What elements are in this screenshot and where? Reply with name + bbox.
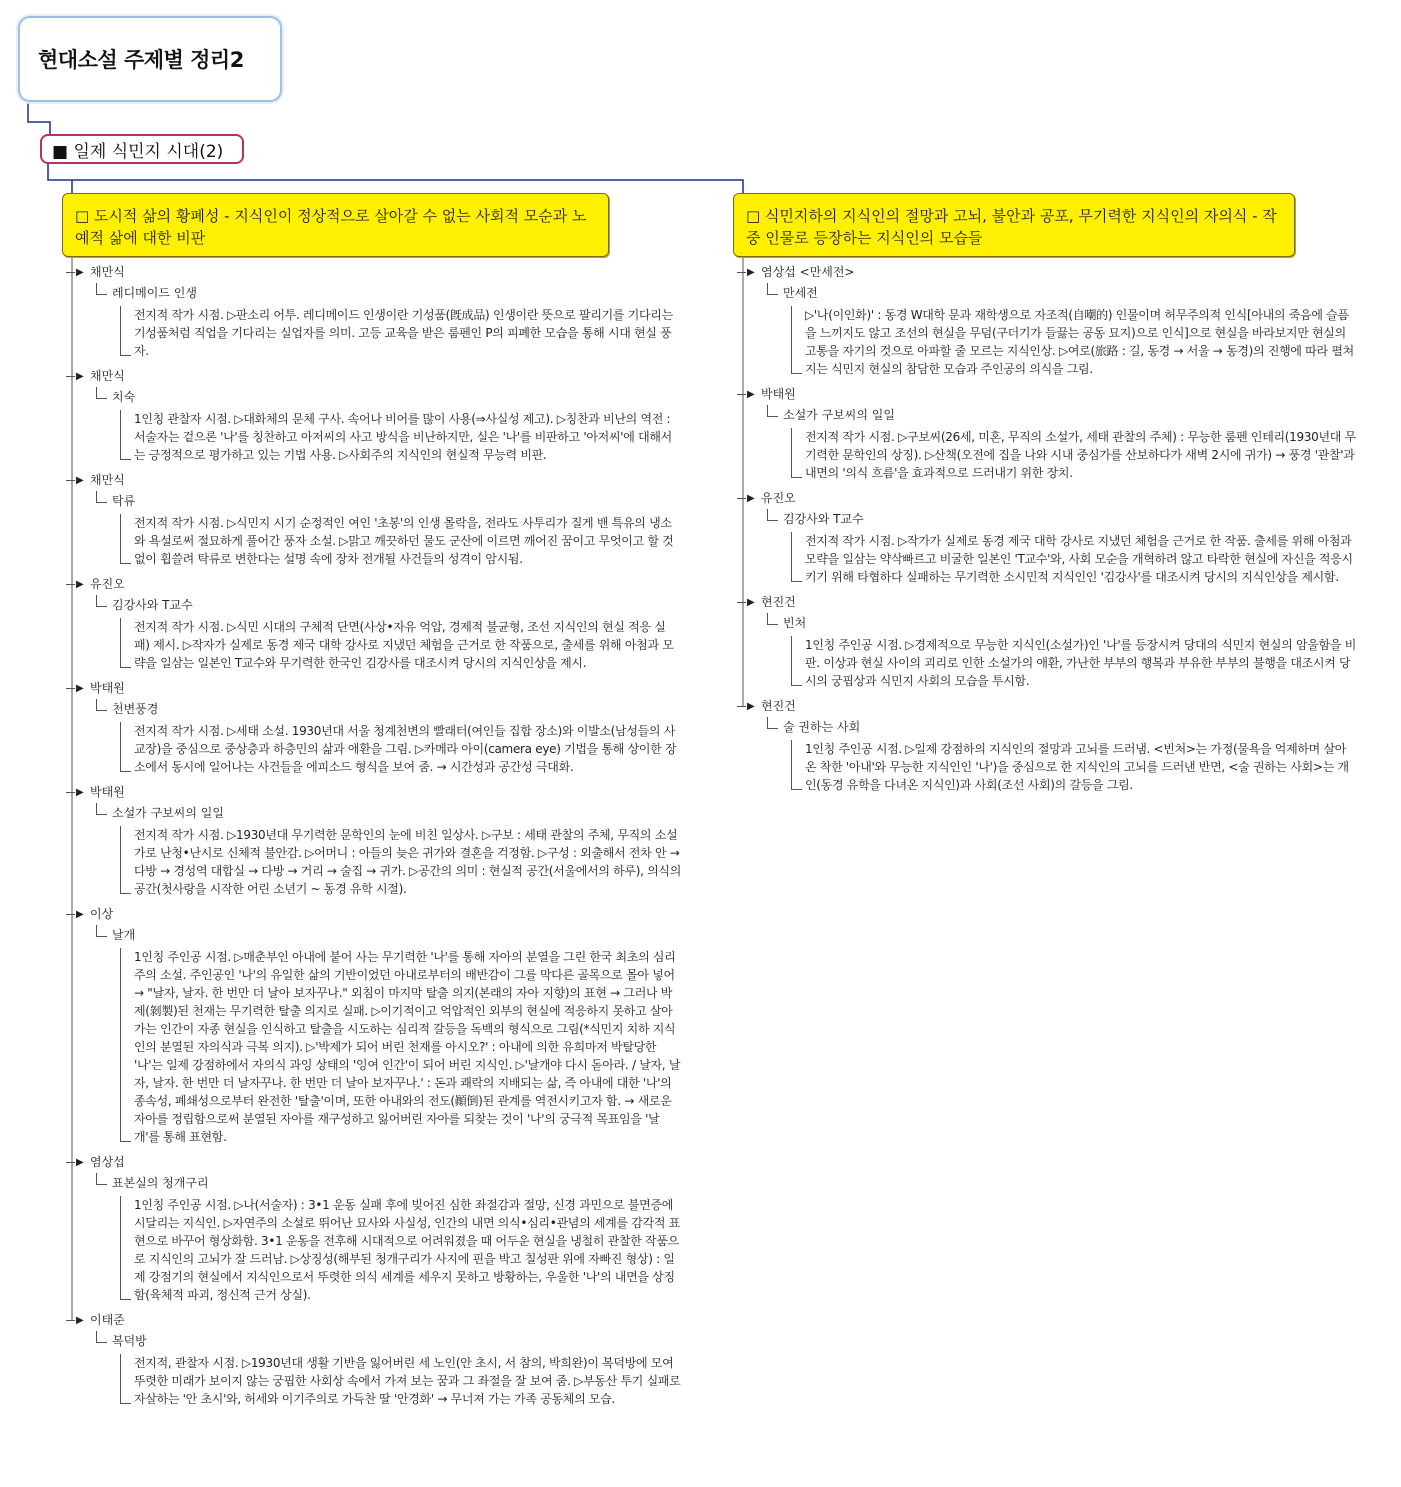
- author-node[interactable]: [737, 696, 1357, 717]
- title-label: 술 권하는 사회: [783, 720, 861, 734]
- author-node[interactable]: [66, 678, 681, 699]
- description-note: [805, 530, 1357, 592]
- description-note: [134, 1352, 681, 1414]
- description-note: [134, 1194, 681, 1310]
- author-label: 현진건: [761, 595, 796, 609]
- description-text: 전지적 작가 시점. ▷식민 시대의 구체적 단면(사상•자유 억압, 경제적 불균형, 조선 지식인의 현실 적응 실패) 제시. ▷작자가 실제로 동경 제국 대학 강사로 지냈던 체험을 근거로 한 작품으로, 출세를 위해 아첨과 모략을 일삼는 일본인 T교수와 무기력한 한국인 김강사를 대조시켜 당시의 지식인상을 제시.: [134, 620, 674, 670]
- work-node: [66, 262, 681, 366]
- author-label: 박태원: [90, 785, 125, 799]
- description-note: [805, 304, 1357, 384]
- author-label: 현진건: [761, 699, 796, 713]
- work-node: [737, 592, 1357, 696]
- work-node: [66, 1152, 681, 1310]
- title-label: 탁류: [112, 494, 136, 508]
- era-label: ■ 일제 식민지 시대(2): [52, 141, 224, 162]
- description-note: [805, 634, 1357, 696]
- author-label: 염상섭 <만세전>: [761, 265, 855, 279]
- author-node[interactable]: [66, 574, 681, 595]
- era-to-themes-connector: [48, 164, 743, 193]
- title-node[interactable]: [66, 283, 681, 304]
- description-text: 전지적 작가 시점. ▷1930년대 무기력한 문학인의 눈에 비친 일상사. ▷구보 : 세태 관찰의 주체, 무직의 소설가로 난청•난시로 신체적 불안감. ▷어머니 : 아들의 늦은 귀가와 결혼을 걱정함. ▷구성 : 외출해서 전차 안 → 다방 → 경성역 대합실 → 다방 → 거리 → 술집 → 귀가. ▷공간의 의미 : 현실적 공간(서울에서의 하루), 의식의 공간(첫사랑을 시작한 어린 소년기 ~ 동경 유학 시절).: [134, 828, 682, 896]
- work-node: [737, 696, 1357, 800]
- description-note: [805, 426, 1357, 488]
- title-label: 복덕방: [112, 1334, 147, 1348]
- work-node: [66, 366, 681, 470]
- author-node[interactable]: [66, 1152, 681, 1173]
- title-label: 레디메이드 인생: [112, 286, 197, 300]
- root-to-era-connector: [28, 102, 50, 134]
- title-node[interactable]: [66, 1331, 681, 1352]
- description-note: [134, 824, 681, 904]
- work-node: [66, 1310, 681, 1414]
- author-label: 박태원: [90, 681, 125, 695]
- author-label: 염상섭: [90, 1155, 125, 1169]
- author-node[interactable]: [66, 1310, 681, 1331]
- author-label: 이상: [90, 907, 114, 921]
- title-node[interactable]: [66, 595, 681, 616]
- title-node[interactable]: [66, 803, 681, 824]
- triangle-bullet-icon: ▶: [747, 389, 755, 400]
- description-note: [134, 304, 681, 366]
- description-text: 1인칭 주인공 시점. ▷일제 강점하의 지식인의 절망과 고뇌를 드러냄. <빈처>는 가정(물욕을 억제하며 살아온 착한 '아내'와 무능한 지식인인 '나')을 중심으로 한 지식인의 고뇌를 드러낸 반면, <술 권하는 사회>는 개인(동경 유학을 다녀온 지식인)과 사회(조선 사회)의 갈등을 그림.: [805, 742, 1349, 792]
- description-note: [805, 738, 1357, 800]
- title-node[interactable]: [737, 613, 1357, 634]
- description-text: 전지적 작가 시점. ▷식민지 시기 순정적인 여인 '초봉'의 인생 몰락을, 전라도 사투리가 질게 밴 특유의 냉소와 욕설로써 절묘하게 풀어간 풍자 소설. ▷맑고 깨끗하던 물도 군산에 이르면 깨어진 꿈이고 무엇이고 할 것 없이 휩쓸려 탁류로 변한다는 설명 속에 장차 전개될 사건들의 성격이 암시됨.: [134, 516, 674, 566]
- triangle-bullet-icon: ▶: [76, 787, 84, 798]
- title-node[interactable]: [737, 717, 1357, 738]
- description-text: 1인칭 주인공 시점. ▷경제적으로 무능한 지식인(소설가)인 '나'를 등장시켜 당대의 식민지 현실의 암울함을 비판. 이상과 현실 사이의 괴리로 인한 소설가의 애환, 가난한 부부의 행복과 부유한 부부의 불행을 대조시켜 당시의 궁핍상과 식민지 사회의 모습을 투시함.: [805, 638, 1356, 688]
- triangle-bullet-icon: ▶: [747, 493, 755, 504]
- description-note: [134, 616, 681, 678]
- title-node[interactable]: [66, 387, 681, 408]
- root-title: 현대소설 주제별 정리2: [38, 48, 244, 72]
- title-node[interactable]: [66, 491, 681, 512]
- work-node: [66, 678, 681, 782]
- work-node: [66, 904, 681, 1152]
- description-text: 전지적 작가 시점. ▷작가가 실제로 동경 제국 대학 강사로 지냈던 체험을 근거로 한 작품. 출세를 위해 아첨과 모략을 일삼는 약삭빠르고 비굴한 일본인 'T교수'와, 사회 모순을 개혁하려 않고 타락한 현실에 자신을 적응시키기 위해 타협하다 실패하는 무기력한 소시민적 지식인인 '김강사'를 대조시켜 당시의 지식인상을 제시함.: [805, 534, 1353, 584]
- title-label: 김강사와 T교수: [112, 598, 193, 612]
- author-node[interactable]: [737, 488, 1357, 509]
- triangle-bullet-icon: ▶: [76, 267, 84, 278]
- triangle-bullet-icon: ▶: [76, 1315, 84, 1326]
- title-label: 만세전: [783, 286, 818, 300]
- title-node[interactable]: [737, 283, 1357, 304]
- work-node: [66, 574, 681, 678]
- author-node[interactable]: [66, 904, 681, 925]
- title-node[interactable]: [66, 699, 681, 720]
- title-label: 천변풍경: [112, 702, 159, 716]
- title-label: 날개: [112, 928, 136, 942]
- work-node: [66, 470, 681, 574]
- description-text: 전지적 작가 시점. ▷판소리 어투. 레디메이드 인생이란 기성품(旣成品) 인생이란 뜻으로 팔리기를 기다리는 기성품처럼 직업을 기다리는 실업자를 의미. 고등 교육을 받은 룸펜인 P의 피폐한 모습을 통해 시대 현실 풍자.: [134, 308, 673, 358]
- triangle-bullet-icon: ▶: [76, 371, 84, 382]
- description-text: 전지적, 관찰자 시점. ▷1930년대 생활 기반을 잃어버린 세 노인(안 초시, 서 참의, 박희완)이 복덕방에 모여 뚜렷한 미래가 보이지 않는 궁핍한 사회상 속에서 가져 보는 꿈과 그 좌절을 잘 보여 줌. ▷부동산 투기 실패로 자살하는 '안 초시'와, 허세와 이기주의로 가득찬 딸 '안경화' → 무너져 가는 가족 공동체의 모습.: [134, 1356, 681, 1406]
- title-label: 소설가 구보씨의 일일: [783, 408, 895, 422]
- author-label: 채만식: [90, 473, 125, 487]
- author-node[interactable]: [66, 366, 681, 387]
- description-text: 1인칭 주인공 시점. ▷나(서술자) : 3•1 운동 실패 후에 빚어진 심한 좌절감과 절망, 신경 과민으로 불면증에 시달리는 지식인. ▷자연주의 소설로 뛰어난 묘사와 사실성, 인간의 내면 의식•심리•관념의 세계를 감각적 표현으로 바꾸어 형상화함. 3•1 운동을 전후해 시대적으로 어려워졌을 때 어두운 현실을 냉철히 관찰한 작품으로 지식인의 고뇌가 잘 드러남. ▷상징성(해부된 청개구리가 사지에 핀을 박고 칠성판 위에 자빠진 형상) : 일제 강점기의 현실에서 지식인으로서 뚜렷한 의식 세계를 세우지 못하고 방황하는, 우울한 '나'의 내면을 상징함(육체적 파괴, 정신적 근거 상실).: [134, 1198, 680, 1302]
- author-node[interactable]: [66, 782, 681, 803]
- theme-topic-intellectual[interactable]: □ 식민지하의 지식인의 절망과 고뇌, 불안과 공포, 무기력한 지식인의 자의식 - 작중 인물로 등장하는 지식인의 모습들: [733, 193, 1295, 257]
- author-label: 채만식: [90, 265, 125, 279]
- triangle-bullet-icon: ▶: [76, 1157, 84, 1168]
- description-note: [134, 512, 681, 574]
- title-label: 빈처: [783, 616, 807, 630]
- work-node: [737, 262, 1357, 384]
- description-text: 전지적 작가 시점. ▷구보씨(26세, 미혼, 무직의 소설가, 세태 관찰의 주체) : 무능한 룸펜 인테리(1930년대 무기력한 문학인의 상징). ▷산책(오전에 집을 나와 시내 중심가를 산보하다가 새벽 2시에 귀가) → 풍경 '관찰'과 내면의 '의식 흐름'을 효과적으로 드러내기 위한 장치.: [805, 430, 1356, 480]
- author-label: 박태원: [761, 387, 796, 401]
- title-node[interactable]: [66, 925, 681, 946]
- triangle-bullet-icon: ▶: [747, 701, 755, 712]
- title-node[interactable]: [66, 1173, 681, 1194]
- title-label: 표본실의 청개구리: [112, 1176, 209, 1190]
- author-node[interactable]: [737, 262, 1357, 283]
- title-label: 치숙: [112, 390, 136, 404]
- description-note: [134, 408, 681, 470]
- theme-topic-urban-life[interactable]: □ 도시적 삶의 황폐성 - 지식인이 정상적으로 살아갈 수 없는 사회적 모순과 노예적 삶에 대한 비판: [62, 193, 609, 257]
- work-node: [66, 782, 681, 904]
- title-label: 소설가 구보씨의 일일: [112, 806, 224, 820]
- root-topic[interactable]: [18, 16, 282, 102]
- author-node[interactable]: [737, 384, 1357, 405]
- title-node[interactable]: [737, 405, 1357, 426]
- description-text: ▷'나(이인화)' : 동경 W대학 문과 재학생으로 자조적(自嘲的) 인물이며 허무주의적 인식[아내의 죽음에 슬픔을 느끼지도 않고 조선의 현실을 무덤(구더기가 들끓는 공동 묘지)으로 인식]으로 현실을 바라보지만 현실의 고통을 자기의 것으로 아파할 줄 모르는 지식인상. ▷여로(旅路 : 길, 동경 → 서울 → 동경)의 진행에 따라 펼쳐지는 식민지 현실의 참담한 모습과 주인공의 의식을 그림.: [805, 308, 1354, 376]
- triangle-bullet-icon: ▶: [747, 597, 755, 608]
- author-node[interactable]: [66, 470, 681, 491]
- description-note: [134, 720, 681, 782]
- title-label: 김강사와 T교수: [783, 512, 864, 526]
- triangle-bullet-icon: ▶: [76, 909, 84, 920]
- author-label: 채만식: [90, 369, 125, 383]
- author-label: 이태준: [90, 1313, 125, 1327]
- triangle-bullet-icon: ▶: [747, 267, 755, 278]
- work-node: [737, 488, 1357, 592]
- author-label: 유진오: [761, 491, 796, 505]
- description-text: 1인칭 주인공 시점. ▷매춘부인 아내에 붙어 사는 무기력한 '나'를 통해 자아의 분열을 그린 한국 최초의 심리주의 소설. 주인공인 '나'의 유일한 삶의 기반이었던 아내로부터의 배반감이 그를 막다른 골목으로 몰아 넣어 → "날자, 날자. 한 번만 더 날아 보자꾸나." 외침이 마지막 탈출 의지(본래의 자아 지향)의 표현 → 그러나 박제(剝製)된 천재는 무기력한 탈출 의지로 실패. ▷이기적이고 억압적인 외부의 현실에 적응하지 못하고 살아가는 인간이 자종 현실을 인식하고 탈출을 시도하는 심리적 갈등을 독백의 형식으로 그림(*식민지 치하 지식인의 분열된 자의식과 극복 의지). ▷'박제가 되어 버린 천재를 아시오?' : 아내에 의한 유희마저 박탈당한 '나'는 일제 강점하에서 자의식 과잉 상태의 '잉여 인간'이 되어 버린 지식인. ▷'날개야 다시 돋아라. / 날자, 날자, 날자. 한 번만 더 날자꾸나. 한 번만 더 날아 보자꾸나.' : 돈과 쾌락의 지배되는 삶, 즉 아내에 대한 '나'의 종속성, 폐쇄성으로부터 완전한 '탈출'이며, 또한 아내와의 전도(顚倒)된 관계를 역전시키고자 함. → 새로운 자아를 정립함으로써 분열된 자아를 재구성하고 잃어버린 자아를 되찾는 것이 '나'의 궁극적 목표임을 '날개'를 통해 표현함.: [134, 950, 681, 1144]
- left-branch-column: [66, 262, 681, 1414]
- triangle-bullet-icon: ▶: [76, 475, 84, 486]
- author-label: 유진오: [90, 577, 125, 591]
- author-node[interactable]: [737, 592, 1357, 613]
- description-text: 전지적 작가 시점. ▷세태 소설. 1930년대 서울 청계천변의 빨래터(여인들 집합 장소)와 이발소(남성들의 사교장)을 중심으로 중상층과 하층민의 삶과 애환을 그림. ▷카메라 아이(camera eye) 기법을 통해 상이한 장소에서 동시에 일어나는 사건들을 에피소드 형식을 보여 줌. → 시간성과 공간성 극대화.: [134, 724, 677, 774]
- right-branch-column: [737, 262, 1357, 800]
- title-node[interactable]: [737, 509, 1357, 530]
- author-node[interactable]: [66, 262, 681, 283]
- description-note: [134, 946, 681, 1152]
- triangle-bullet-icon: ▶: [76, 683, 84, 694]
- era-topic[interactable]: [40, 134, 244, 164]
- work-node: [737, 384, 1357, 488]
- description-text: 1인칭 관찰자 시점. ▷대화체의 문체 구사. 속어나 비어를 많이 사용(⇒사실성 제고). ▷칭찬과 비난의 역전 : 서술자는 겉으론 '나'를 칭찬하고 아저씨의 사고 방식을 비난하지만, 실은 '나'를 비판하고 '아저씨'에 대해서는 긍정적으로 평가하고 있는 기법 사용. ▷사회주의 지식인의 현실적 무능력 비판.: [134, 412, 672, 462]
- triangle-bullet-icon: ▶: [76, 579, 84, 590]
